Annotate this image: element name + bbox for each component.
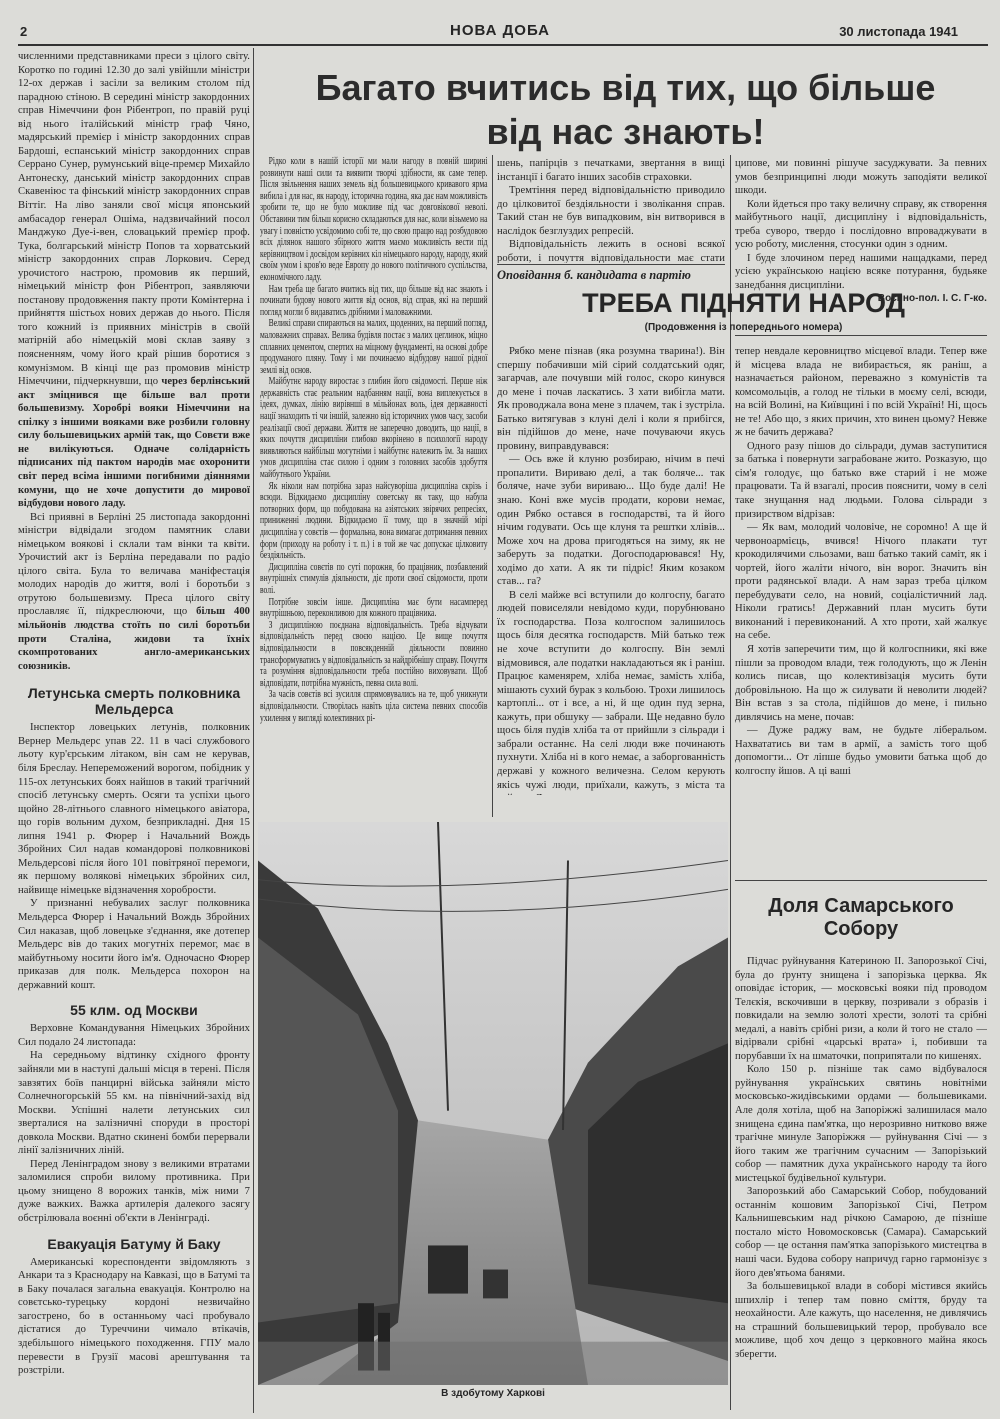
article-paragraph: Верховне Командування Німецьких Збройних Сил подало 24 листопада:	[18, 1023, 250, 1048]
lead-headline	[258, 66, 993, 154]
article-paragraph: — Як вам, молодий чоловіче, не соромно! А ще й червоноармієць, вчився! Нічого плакати тут крокодилячими сльозами, ваш батько такий саміт, як і чортей, його жаліти нічого, він ворог. Значить він проти радянської влади. А нам зараз треба цілком перебудувати село, на новий, соціалістичний лад. Ніколи гратись! Державний план мусить бути виконаний і перевиконаний. А хто проти, хай жалкує на себе.	[735, 522, 987, 642]
article-paragraph: Рідко коли в нашій історії ми мали нагоду в повній ширині розвинути наші сили та виявити творчі здібности, як саме тепер. Після звільнення наших земель від большевицького кривавого ярма вибила і для нас, як народу, історична година, яка дає нам можливість зробити те, що не було можливе під час довговікової неволі. Обставини тим більш корисно складаються для нас, коли візьмемо на увагу і повністю усвідомимо собі те, що свою працю над розбудовою всіх ділянок нашого збірного життя маємо можливість вести під керівництвом і досвідом керівних кіл німецького народу, народу, який своїм умом і кров'ю веде Европу до нового політичного суспільства, економічного ладу.	[260, 156, 488, 283]
article-paragraph: Відповідальність лежить в основі всякої роботи, і почуття відповідальности має стати	[497, 239, 725, 263]
article-paragraph: Одного разу пішов до сільради, думав заступитися за батька і повернути заграбоване жито. Розказую, що сім'я голодує, що батько вже старий і не може працювати. Та й взагалі, просив пояснити, чому в селі таке знущання над людьми. Голова сільради з призирством відрізав:	[735, 440, 987, 520]
article-paragraph: Коли йдеться про таку величну справу, як створення майбутнього нації, дисципліну і відповідальність, треба суворо, твердо і послідовно впроваджувати в усю роботу, мислення, стосунки один з одним.	[735, 198, 987, 251]
article-paragraph: Всі приявні в Берліні 25 листопада закордонні міністри відвідали згодом памятник слави німецьком воякові і склали там вінки та квіти. Урочистий акт із Берліна передавали по радіо цілого світа. Була то величава маніфестація молодих народів до життя, волі і боротьби з отрутою большевизму. Преса цілого світу прославляє її, підкреслюючи, що більш 400 мільйонів людства стоїть по силі боротьби проти Сталіна, жидови та їхніх скомпротованих англо-американських союзників.	[18, 511, 250, 672]
article-paragraph: Дисципліна совєтів по суті порожня, бо працівник, позбавлений внутрішніх стимулів діяльности, діє проти своєї свідомости, проти волі.	[260, 561, 488, 596]
article-paragraph: З дисципліною поєднана відповідальність. Треба відчувати відповідальність перед своєю нацією. Це вище почуття відповідальности в повсякденній діяльности повинно трансформуватись у відповідальність за найдрібнішу справу. Почуття та розуміння відповідальности треба постійно виховувати. Щоб відповідати, потрібна мужність, певна сила волі.	[260, 619, 488, 689]
article-paragraph: Американські кореспонденти звідомляють з Анкари та з Краснодару на Кавказі, що в Батумі та в Баку почалася загальна евакуація. Контролю на совєтсько-турецьку кордоні незвичайно загострено, бо в останньому часі пробувало дістатися до Туреччини чимало втікачів, здебільшого німецького походження. ГПУ мало перевести в Грузії масові арештування та розстріли.	[18, 1256, 250, 1377]
article-paragraph: Майбутнє народу виростає з глибин його свідомості. Перше ніж державність стає реальним надбанням нації, вона виплекується в ідеях, думках, лінію вирівнші в мільйонах воль, ідея державності нації знаходить ті чи іншій, залежно від історичних умов часу, засоби реалізації своєї держави. Життя не заперечно доводить, що нації, в яких почуття дисципліни глибоко вкорінено в психології народу виявляються найбільш могутніми і майбутнє належить їм. За наших умов дисципліна стає силою і одним з головних засобів здобуття майбутнього України.	[260, 376, 488, 481]
article-paragraph: — Ось вже й клуню розбираю, нічим в печі пропалити. Вириваю делі, а так боляче... так боляче, наче зуби вириваю... Що буде далі! Не знаю. Коні вже мусів продати, корови немає, один Рябко остався в господарстві, та й його нічим годувати. Ось ще клуня та рештки хлівів... Може хоч на дрова пригодяться на зиму, як не заберуть за податки. Догосподарювався! Ну, ходімо до хати. А як ти підріс! Яким козаком став... га?	[497, 454, 725, 588]
headline-line: Багато вчитись від тих, що більше	[315, 67, 936, 108]
article-heading: 55 клм. од Москви	[70, 1002, 198, 1019]
page-number: 2	[20, 24, 28, 39]
article-paragraph: тепер невдале керовництво місцевої влади. Тепер вже й місцева влада не вибирається, як раніш, а назначається районом, переважно з комуністів та комсомольців, а голод не тільки в моєму селі, всюди, на всій Волині, на Київщині і по всій Україні! Ні, щось не те! Або що, з яких причин, хто винен цьому? Невже ж не бачить держава?	[735, 346, 987, 439]
story-kicker: Оповідання б. кандидата в партію	[497, 268, 691, 282]
article-paragraph: численними представниками преси з цілого світу. Коротко по годині 12.30 до залі увійшли міністри 12-ох держав і засіли за великим столом під парадною стіною. В середині міністр закордонних справ Німеччини фон Рібентроп, по правій руці від нього італійський міністр граф Чяно, мадярський премієр і міністр закордонних справ Бардоші, еспанський міністр закордонних справ Серрано Сунер, румунський віце-премєр Михайло Антонеску, данський міністр закордонних справ Скавеніюс та фінський міністр закордонних справ Віттіг. На ліво заняли свої місця японський амбасадор генерал Ошіма, надзвичайний посол Манджуко Дуе-і-вен, словацький премієр проф. Тука, болгарський міністр Попов та хорватський міністр закордонних справ Лоркович. Серед урочистого настрою, промовив як перший, німецький міністр фон Рібентроп, заявляючи постанову продовження пакту проти Комінтерна і прийняття шістьох нових держав до нього. Після того кожний із приявних міністрів в своїй матірній або німецькій мові склав заяву з поясненням, чому його край рішив боротися з комунізмом. В кінці ще раз промовив міністр Німеччини, підчеркнувши, що через берлінський акт зміцнився ще більше вал проти большевизму. Хоробрі вояки Німеччини на спілку з іншими вояками вже розбили головну силу большевицьких армій так, що Совєти вже не вилікуються. Одначе солідарність підписаних під пактом народів має охоронити світ перед всіма іншими погибними діяннями комуни, що не хоче допустити до мирової відбудови нового ладу.	[18, 51, 250, 510]
headline-line: від нас знають!	[486, 111, 765, 152]
article-paragraph: Нам треба ще багато вчитись від тих, що більше від нас знають і починати будову нового життя від основ, від справ, які на перший погляд могли б видаватись дрібними і маловажними.	[260, 283, 488, 318]
article-paragraph: Коло 150 р. пізніше так само відбувалося руйнування українських святинь новітніми московсько-жидівськими ордами — большевиками. Але доля хотіла, щоб на Запоріжжі залишилася мало знищена єдина пам'ятка, що нерозривно нитково вяже трагічне минуле Запоріжжя — руйнування Січі — з його таким же трагічним сучасним — Запорізький собор — памятник духа українського народу та його мистецької будівельної культури.	[735, 1064, 987, 1184]
story-column-3	[497, 345, 725, 795]
story-subtitle: (Продовження із попереднього номера)	[644, 322, 843, 333]
article-paragraph: В селі майже всі вступили до колгоспу, багато людей повиселяли невідомо куди, порубнювано їх господарства. Поза колгоспом залишилось щось біля десятка господарств. Мій батько теж не хоче вступити до колгоспу. Він землі відмовився, але податки накладаються як і раніш. Працює каменярем, хліба немає, замість хліба, мішають сухий бурак з кольбою. Трохи лишилось картоплі... от і все, а ні, й ще один пуд зерна, кажуть, при обшуку — забрали. Ще недавно було щось біля пудів хліба та от прийшли з сільради і забрали останнє. На селі люди вже починають пухнути. Хліба ні в кого немає, а заборгованність державі у кожного величезна. Селом керують якісь чужі люди, приїхали, кажуть, з міста та	[497, 589, 725, 791]
photo-caption: В здобутому Харкові	[441, 1388, 545, 1399]
sobor-column	[735, 955, 987, 1410]
article-paragraph: Як ніколи нам потрібна зараз найсуворіша дисципліна скрізь і всюди. Відкидаємо дисципліну советську як таку, що набула потворних форм, що побудована на азіятських звірячих репресіях, приниженні людини. Відкидаємо її тому, що в значній мірі дисципліна у совєтів — формальна, вона вимагає дотримання певних форм (приходу на роботу і т. п.) і в той же час допускає цілковиту бездіяльність.	[260, 480, 488, 562]
article-paragraph: На середньому відтинку східного фронту зайняли ми в наступі дальші місця в терені. Після завзятих боїв панцирні війська зайняли місто Солнечногорській 55 км. на північний-захід від Москви. Успішні налети летунських сил зверталися на залізничні споруди в просторі довкола Москви. Вдатно скинені бомби перервали лінії залізничних ліній.	[18, 1050, 250, 1157]
article-paragraph: Перед Ленінградом знову з великими втратами заломилися спроби вилому противника. При цьому знищено 8 ворожих танків, між ними 7 дуже важких. Важка артилерія далекого засягу обстрілювала воєнні об'єкти в Ленінграді.	[18, 1158, 250, 1225]
section-divider	[497, 264, 725, 265]
section-divider	[735, 335, 987, 336]
article-paragraph: Підчас руйнування Катериною II. Запорозької Січі, була до ґрунту знищена і запорізька церква. Як оповідає історик, — московські вояки під проводом Телєкія, вскочивши в церкву, позривали з образів і повкидали на землю золоті хрести, золоті та срібні медалі, а навіть срібні ризи, а коли й того не стало — відірвали срібні «царські врата» і, побивши та порубавши їх на шматочки, поприпятали по кишенях.	[735, 956, 987, 1062]
article-heading: Евакуація Батуму й Баку	[47, 1235, 221, 1252]
newspaper-title: НОВА ДОБА	[450, 22, 550, 39]
article-paragraph: — Дуже раджу вам, не будьте ліберальом. Нахвататись ви там в армії, а замість того щоб допомогти... От ліпше будьо умовити батька щоб до колгоспу йшов. А ці ваші	[735, 725, 987, 777]
column-divider	[492, 155, 493, 817]
section-divider	[735, 880, 987, 881]
issue-date: 30 листопада 1941	[839, 24, 958, 39]
column-divider	[253, 48, 254, 1413]
article-paragraph: шень, папірців з печатками, звертання в вищі інстанції і багато інших засобів страховки.	[497, 158, 725, 183]
article-paragraph: У признанні небувалих заслуг полковника Мельдерса Фюрер і Начальний Вождь Збройних Сил наказав, щоб ловецьке з'єднання, яке дотепер Мельдерс вів до таких могутніх перемог, має в майбутньому носити його ім'я. Одночасно Фюрер приказав для полк. Мельдерса похорон на державний кошт.	[18, 898, 250, 991]
article-paragraph: Запорозький або Самарський Собор, побудований останнім кошовим Запорізької Січі, Петром Кальнишевським над річкою Самарою, де пізніше постало місто Новомосковськ (Самара). Самарський собор — це остання пам'ятка запорізького мистецтва в наші часи. Будова собору напричуд гарно гармонізує з його дев'ятьома банями.	[735, 1186, 987, 1279]
article-paragraph: І буде злочином перед нашими нащадками, перед усією українською нацією всяке потурання, будьяке занедбання дисципліни.	[735, 252, 987, 291]
article-paragraph: ципове, ми повинні рішуче засуджувати. За певних умов безпринципні люди можуть заподіяти великої шкоди.	[735, 158, 987, 197]
article-paragraph: За большевицької влади в соборі містився якийсь шпихлір і тепер там повно сміття, бруду та неохайности. Але кажуть, що населення, не дивлячись на страшний большевицький терор, пробувало все можливе, щоб хоч дещо з церковного майна якось зберегти.	[735, 1281, 987, 1360]
article-paragraph: За часів совєтів всі зусилля спрямовувались на те, щоб уникнути відповідальности. Створілась навіть ціла система певних способів ухилення у вигляді колективних рі-	[260, 689, 488, 724]
column-1	[18, 50, 250, 1412]
kharkiv-street-photo	[258, 822, 728, 1385]
masthead-rule	[18, 44, 988, 46]
article-paragraph: Інспектор ловецьких летунів, полковник Вернер Мельдерс упав 22. 11 в часі службового льоту кур'єрським літаком, він сам не керував, біля Бреслау. Непереможений ворогом, побідник у 115-ох летунських боях найшов в такий трагічний спосіб летунську смерть. Осяги та успіхи цього щойно 28-літнього славного німецького авіатора, що горів вольним духом, безприкладні. Дня 15 липня 1941 р. Фюрер і Начальний Вождь Збройних Сил надав командорові полковникові Мельдерсові після його 101 повітряної перемоги, як першому волякові німецьких збройних сил, найвище німецьке відзначення хоробрости.	[18, 722, 250, 896]
article-paragraph: Потрібне зовсім інше. Дисципліна має бути насамперед внутрішньою, переконливою для кожного працівника.	[260, 596, 488, 620]
article-paragraph: Тремтіння перед відповідальністю приводило до цілковитої бездіяльности і зволікання справ. Такий стан не був випадковим, він витворився в наслідок безглуздих репресій.	[497, 185, 725, 237]
story-column-4	[735, 345, 987, 875]
street-scene-image	[258, 822, 728, 1385]
column-divider	[730, 155, 731, 1410]
sobor-heading: Доля Самарського Собору	[768, 895, 954, 940]
article-paragraph: Я хотів заперечити тим, що й колгоспники, які вже пішли за проводом влади, теж голодують, що ж Ленін колись писав, що колективізація мусить бути добровільною. На що ж силувати й неволити людей? Він встав з за стола, підійшов до мене, і пильно дивлячись на мене, почав:	[735, 644, 987, 723]
article-paragraph: Рябко мене пізнав (яка розумна тварина!). Він спершу побачивши мій сірий солдатський одяг, загарчав, але почувши мій голос, скоро кинувся до мене і почав ласкатись. З хати вибігла мати. Як проводжала вона мене з плачем, так і зустріла. Батько витягував з клуні делі і коли я прибігся, він підійшов до мене, наче почуваючи якусь провину, виправдувався:	[497, 346, 725, 452]
article-heading: Летунська смерть полковника Мельдерса	[27, 685, 241, 718]
author-signature: Воєнно-пол. І. С. Г-ко.	[877, 293, 987, 305]
lead-column-2	[260, 156, 488, 816]
article-paragraph: Великі справи спираються на малих, щоденних, на перший погляд, маловажних справах. Велика будівля постає з малих цеглинок, міцно сплавних цементом, спертих на міцному фундаменті, на основі добре продуманого пляну. Тому і ми починаємо відбудову нашої рідної землі від основ.	[260, 318, 488, 376]
story-title: ТРЕБА ПІДНЯТИ НАРОД	[582, 288, 905, 318]
lead-column-3	[497, 157, 725, 263]
